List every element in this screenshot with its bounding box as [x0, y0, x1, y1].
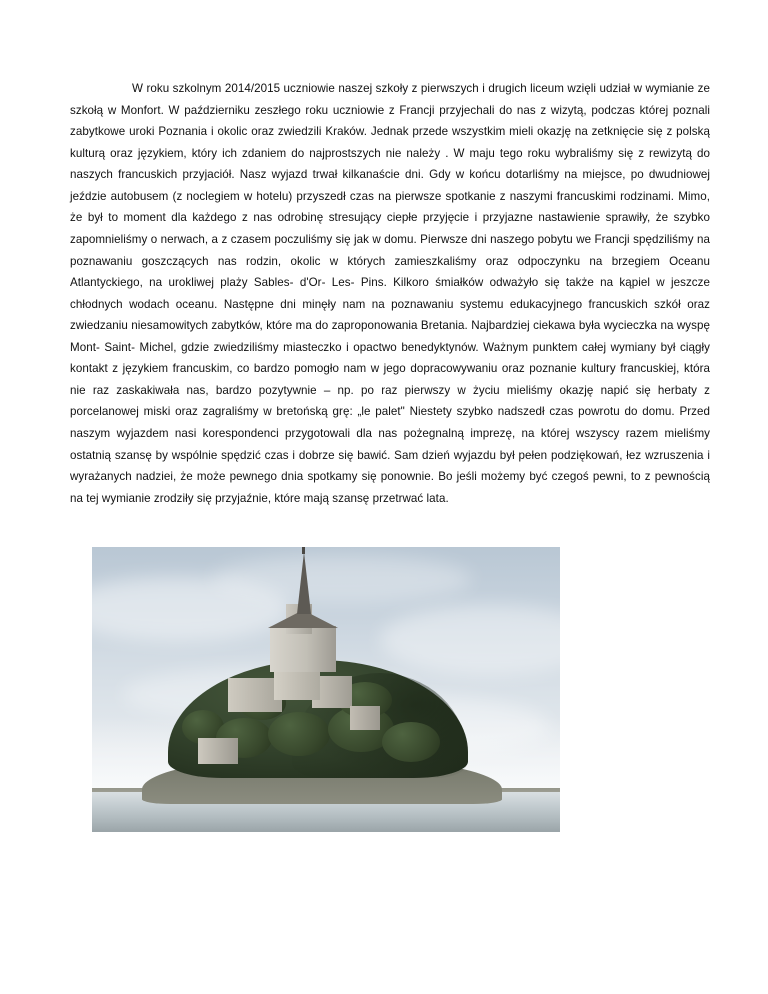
tree-cluster — [268, 712, 330, 756]
abbey-spire — [297, 552, 311, 614]
village-building — [198, 738, 238, 764]
village-building — [350, 706, 380, 730]
photo-mont-saint-michel — [92, 547, 560, 832]
body-paragraph: W roku szkolnym 2014/2015 uczniowie naszej szkoły z pierwszych i drugich liceum wzięli udział w wymianie ze szkołą w Monfort. W październiku zeszłego roku uczniowie z Francji przyjechali do nas z wizytą, podczas której poznali zabytkowe uroki Poznania i okolic oraz zwiedzili Kraków. Jednak przede wszystkim mieli okazję na zetknięcie się z polską kulturą oraz językiem, który ich zdaniem do najprostszych nie należy . W maju tego roku wybraliśmy się z rewizytą do naszych francuskich przyjaciół. Nasz wyjazd trwał kilkanaście dni. Gdy w końcu dotarliśmy na miejsce, po dwudniowej jeździe autobusem (z noclegiem w hotelu) przyszedł czas na pierwsze spotkanie z naszymi francuskimi rodzinami. Mimo, że był to moment dla każdego z nas odrobinę stresujący ciepłe przyjęcie i przyjazne nastawienie sprawiły, że szybko zapomnieliśmy o nerwach, a z czasem poczuliśmy się jak w domu. Pierwsze dni naszego pobytu we Francji spędziliśmy na poznawaniu goszczących nas rodzin, okolic w których zamieszkaliśmy oraz odpoczynku na brzegiem Oceanu Atlantyckiego, na urokliwej plaży Sables- d'Or- Les- Pins. Kilkoro śmiałków odważyło się także na kąpiel w jeszcze chłodnych wodach oceanu. Następne dni minęły nam na poznawaniu systemu edukacyjnego francuskich szkół oraz zwiedzaniu niesamowitych zabytków, które ma do zaproponowania Bretania. Najbardziej ciekawa była wycieczka na wyspę Mont- Saint- Michel, gdzie zwiedziliśmy miasteczko i opactwo benedyktynów. Ważnym punktem całej wymiany był ciągły kontakt z językiem francuskim, co bardzo pomogło nam w jego dopracowywaniu oraz poznanie kultury francuskiej, która nie raz zaskakiwała nas, bardzo pozytywnie – np. po raz pierwszy w życiu mieliśmy okazję napić się herbaty z porcelanowej miski oraz zagraliśmy w bretońską grę: „le palet" Niestety szybko nadszedł czas powrotu do domu. Przed naszym wyjazdem nasi korespondenci przygotowali dla nas pożegnalną imprezę, na której wszyscy razem mieliśmy ostatnią szansę by wspólnie spędzić czas i dobrze się bawić. Sam dzień wyjazdu był pełen podziękowań, łez wzruszenia i wyrażanych nadziei, że może pewnego dnia spotkamy się ponownie. Bo jeśli możemy być czegoś pewni, to z pewnością na tej wymianie zrodziły się przyjaźnie, które mają szansę przetrwać lata. — [70, 82, 710, 505]
spire-finial — [302, 547, 305, 554]
cloud-shape — [212, 555, 472, 603]
island — [142, 634, 502, 804]
document-text-block — [70, 78, 710, 509]
tree-cluster — [382, 722, 440, 762]
